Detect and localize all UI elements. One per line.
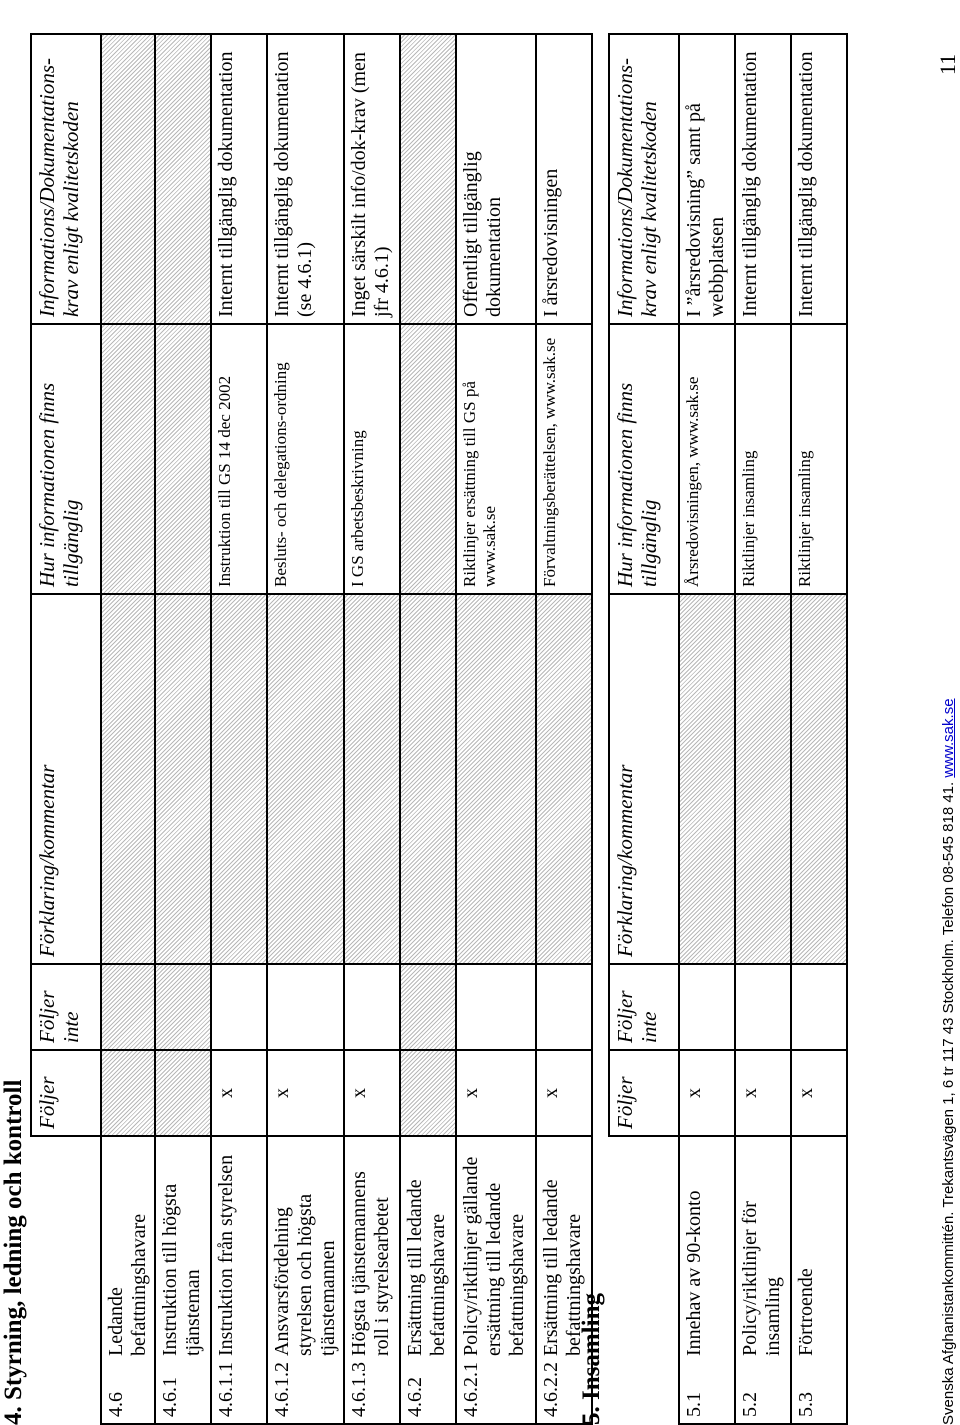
row-label: Innehav av 90-konto xyxy=(679,1136,735,1356)
row-label: Högsta tjänstemannens roll i styrelsearbetet xyxy=(344,1136,400,1356)
cell-foljer-inte xyxy=(344,964,400,1050)
cell-forklaring xyxy=(735,594,791,964)
cell-hur: Riktlinjer ersättning till GS på www.sak.se xyxy=(456,324,536,594)
cell-hur xyxy=(400,324,456,594)
section-4-title: 4. Styrning, ledning och kontroll xyxy=(0,1079,27,1425)
cell-forklaring xyxy=(679,594,735,964)
cell-foljer: x xyxy=(679,1050,735,1136)
header-hur: Hur informationen finns tillgänglig xyxy=(31,324,101,594)
cell-hur: Riktlinjer insamling xyxy=(791,324,847,594)
cell-hur: Instruktion till GS 14 dec 2002 xyxy=(211,324,267,594)
row-number: 4.6.2.2 xyxy=(536,1356,592,1424)
cell-krav: I årsredovisningen xyxy=(536,34,592,324)
footer-text: Svenska Afghanistankommittén. Trekantsvägen 1, 6 tr 117 43 Stockholm. Telefon 08-545 818 41. xyxy=(940,777,957,1425)
cell-forklaring xyxy=(456,594,536,964)
cell-forklaring xyxy=(211,594,267,964)
cell-hur: Förvaltningsberättelsen, www.sak.se xyxy=(536,324,592,594)
cell-forklaring xyxy=(791,594,847,964)
cell-hur: Årsredovisningen, www.sak.se xyxy=(679,324,735,594)
row-number: 4.6.1 xyxy=(155,1356,211,1424)
header-krav: Informations/Dokumentations-krav enligt kvalitetskoden xyxy=(31,34,101,324)
table-row xyxy=(791,34,847,1424)
cell-foljer-inte xyxy=(267,964,344,1050)
cell-foljer-inte xyxy=(211,964,267,1050)
cell-krav: Inget särskilt info/dok-krav (men jfr 4.6.1) xyxy=(344,34,400,324)
cell-foljer: x xyxy=(536,1050,592,1136)
table-row xyxy=(344,34,400,1424)
row-label: Ledande befattningshavare xyxy=(101,1136,155,1356)
cell-forklaring xyxy=(155,594,211,964)
cell-forklaring xyxy=(536,594,592,964)
header-forklaring: Förklaring/kommentar xyxy=(609,594,679,964)
cell-foljer: x xyxy=(267,1050,344,1136)
row-label: Policy/riktlinjer för insamling xyxy=(735,1136,791,1356)
cell-foljer-inte xyxy=(536,964,592,1050)
cell-krav: Internt tillgänglig dokumentation (se 4.6.1) xyxy=(267,34,344,324)
cell-krav: Internt tillgänglig dokumentation xyxy=(735,34,791,324)
cell-hur: Besluts- och delegations-ordning xyxy=(267,324,344,594)
row-label: Ansvarsfördelning styrelsen och högsta tjänstemannen xyxy=(267,1136,344,1356)
header-foljer: Följer xyxy=(609,1050,679,1136)
row-number: 4.6.2.1 xyxy=(456,1356,536,1424)
cell-foljer xyxy=(155,1050,211,1136)
table-row xyxy=(400,34,456,1424)
row-number: 4.6 xyxy=(101,1356,155,1424)
row-label: Policy/riktlinjer gällande ersättning till ledande befattningshavare xyxy=(456,1136,536,1356)
row-label: Ersättning till ledande befattningshavare xyxy=(400,1136,456,1356)
row-number: 5.2 xyxy=(735,1356,791,1424)
header-foljer-inte: Följer inte xyxy=(31,964,101,1050)
row-number: 5.3 xyxy=(791,1356,847,1424)
row-number: 5.1 xyxy=(679,1356,735,1424)
cell-hur: Riktlinjer insamling xyxy=(735,324,791,594)
row-number: 4.6.2 xyxy=(400,1356,456,1424)
cell-forklaring xyxy=(267,594,344,964)
cell-foljer: x xyxy=(456,1050,536,1136)
section-5-title: 5. Insamling xyxy=(578,1293,605,1425)
row-label: Förtroende xyxy=(791,1136,847,1356)
section-5-table xyxy=(608,33,848,1425)
header-forklaring: Förklaring/kommentar xyxy=(31,594,101,964)
cell-krav: Offentligt tillgänglig dokumentation xyxy=(456,34,536,324)
cell-krav: I ”årsredovisning” samt på webbplatsen xyxy=(679,34,735,324)
cell-foljer: x xyxy=(344,1050,400,1136)
cell-foljer-inte xyxy=(791,964,847,1050)
table-row xyxy=(536,34,592,1424)
cell-krav: Internt tillgänglig dokumentation xyxy=(211,34,267,324)
cell-forklaring xyxy=(101,594,155,964)
row-label: Instruktion från styrelsen xyxy=(211,1136,267,1356)
header-krav: Informations/Dokumentations-krav enligt kvalitetskoden xyxy=(609,34,679,324)
cell-foljer-inte xyxy=(155,964,211,1050)
table-row xyxy=(456,34,536,1424)
cell-foljer-inte xyxy=(456,964,536,1050)
table-row xyxy=(267,34,344,1424)
cell-foljer-inte xyxy=(679,964,735,1050)
cell-krav xyxy=(155,34,211,324)
table-row xyxy=(211,34,267,1424)
header-blank xyxy=(609,1136,679,1424)
page-number: 11 xyxy=(935,53,960,75)
footer xyxy=(940,698,957,1425)
cell-krav xyxy=(101,34,155,324)
row-number: 4.6.1.2 xyxy=(267,1356,344,1424)
cell-foljer: x xyxy=(791,1050,847,1136)
cell-forklaring xyxy=(400,594,456,964)
cell-hur xyxy=(155,324,211,594)
cell-foljer: x xyxy=(211,1050,267,1136)
section-4-table xyxy=(30,33,593,1425)
table-row xyxy=(101,34,155,1424)
header-foljer: Följer xyxy=(31,1050,101,1136)
cell-foljer xyxy=(400,1050,456,1136)
cell-foljer-inte xyxy=(400,964,456,1050)
cell-foljer-inte xyxy=(101,964,155,1050)
cell-forklaring xyxy=(344,594,400,964)
row-label: Ersättning till ledande befattningshavare xyxy=(536,1136,592,1356)
header-hur: Hur informationen finns tillgänglig xyxy=(609,324,679,594)
cell-hur xyxy=(101,324,155,594)
footer-link[interactable]: www.sak.se xyxy=(940,698,957,778)
cell-foljer-inte xyxy=(735,964,791,1050)
table-row xyxy=(679,34,735,1424)
cell-krav xyxy=(400,34,456,324)
row-number: 4.6.1.3 xyxy=(344,1356,400,1424)
row-label: Instruktion till högsta tjänsteman xyxy=(155,1136,211,1356)
table-row xyxy=(155,34,211,1424)
cell-hur: I GS arbetsbeskrivning xyxy=(344,324,400,594)
header-blank xyxy=(31,1136,101,1424)
row-number: 4.6.1.1 xyxy=(211,1356,267,1424)
cell-krav: Internt tillgänglig dokumentation xyxy=(791,34,847,324)
cell-foljer xyxy=(101,1050,155,1136)
table-row xyxy=(735,34,791,1424)
cell-foljer: x xyxy=(735,1050,791,1136)
header-foljer-inte: Följer inte xyxy=(609,964,679,1050)
